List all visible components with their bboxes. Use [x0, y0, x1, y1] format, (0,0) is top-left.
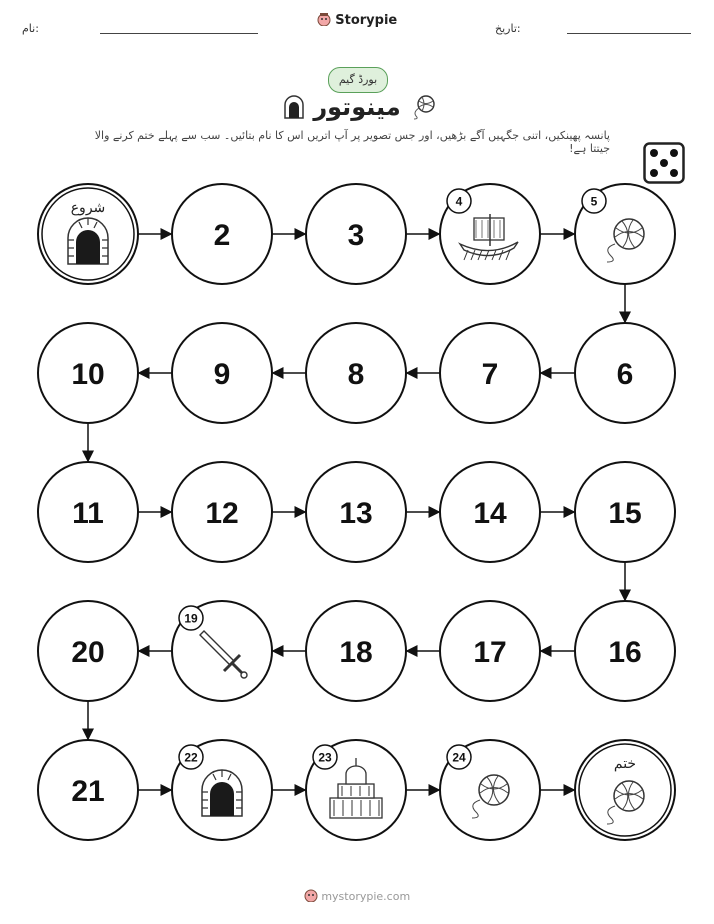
board-cell — [575, 601, 675, 701]
cell-number: 17 — [473, 636, 507, 669]
board-cell — [575, 184, 675, 284]
finish-cell — [575, 740, 675, 840]
board-cell — [306, 323, 406, 423]
cell-number: 13 — [339, 497, 373, 530]
board-cell — [172, 184, 272, 284]
start-label: شروع — [70, 199, 106, 215]
board-cell — [172, 323, 272, 423]
cell-number: 22 — [184, 750, 198, 765]
name-label: نام: — [22, 22, 39, 35]
board-cell — [575, 462, 675, 562]
cell-number: 21 — [71, 775, 105, 808]
cell-number: 7 — [481, 358, 499, 391]
board-cell — [38, 462, 138, 562]
cell-number: 15 — [608, 497, 642, 530]
cell-number: 14 — [473, 497, 507, 530]
cell-number: 19 — [184, 611, 198, 626]
cell-number: 2 — [213, 219, 231, 252]
board-cell — [440, 601, 540, 701]
cell-number: 20 — [71, 636, 105, 669]
date-label: تاریخ: — [495, 22, 521, 35]
page-title: مینوتور — [313, 93, 401, 121]
board-cell — [172, 740, 272, 840]
board-cell — [306, 601, 406, 701]
cell-number: 8 — [347, 358, 365, 391]
start-cell — [38, 184, 138, 284]
instructions: پانسہ پھینکیں، اتنی جگہیں آگے بڑھیں، اور جس تصویر پر آپ اتریں اس کا نام بتائیں۔ سب سے پہلے ختم کرنے والا جیتتا ہے! — [94, 129, 610, 155]
cell-number: 24 — [452, 750, 466, 765]
board-cell — [575, 323, 675, 423]
cell-number: 9 — [213, 358, 231, 391]
board-cell — [440, 323, 540, 423]
board-cell — [440, 184, 540, 284]
cell-number: 10 — [71, 358, 105, 391]
board-cell — [306, 184, 406, 284]
board-game-badge: بورڈ گیم — [328, 67, 388, 93]
cell-number: 23 — [318, 750, 332, 765]
cell-number: 18 — [339, 636, 373, 669]
cell-number: 12 — [205, 497, 239, 530]
board-cell — [440, 462, 540, 562]
finish-label: ختم — [613, 755, 637, 771]
cell-number: 4 — [455, 194, 463, 209]
board-cell — [440, 740, 540, 840]
brand-name: Storypie — [335, 13, 398, 28]
board-cell — [172, 601, 272, 701]
board-cell — [38, 740, 138, 840]
board-cell — [38, 323, 138, 423]
board-cell — [172, 462, 272, 562]
cell-number: 6 — [616, 358, 634, 391]
cell-number: 5 — [590, 194, 598, 209]
footer — [0, 888, 714, 903]
footer-url: mystorypie.com — [321, 890, 411, 903]
storypie-footer-icon — [304, 888, 318, 902]
board-cell — [306, 462, 406, 562]
board-cell — [38, 601, 138, 701]
board-cell — [306, 740, 406, 840]
cell-number: 16 — [608, 636, 642, 669]
cell-number: 3 — [347, 219, 365, 252]
cell-number: 11 — [72, 497, 104, 530]
